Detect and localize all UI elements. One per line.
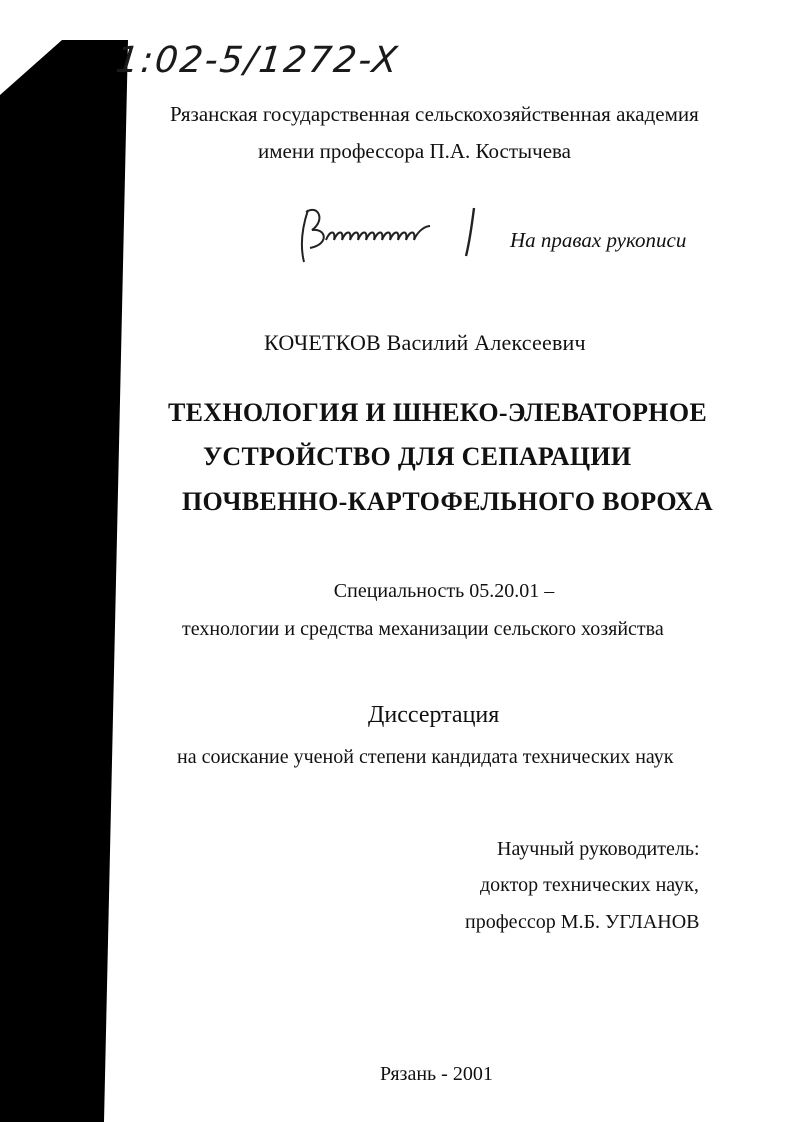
supervisor-name: профессор М.Б. УГЛАНОВ <box>465 911 700 933</box>
specialty-name: технологии и средства механизации сельского хозяйства <box>182 618 664 640</box>
handwritten-signature <box>296 200 496 266</box>
institution-name: Рязанская государственная сельскохозяйственная академия <box>170 102 699 126</box>
scan-edge-shadow <box>0 0 130 1122</box>
work-type: Диссертация <box>368 702 500 728</box>
supervisor-label: Научный руководитель: <box>497 838 700 860</box>
thesis-title-line: ПОЧВЕННО-КАРТОФЕЛЬНОГО ВОРОХА <box>182 487 713 516</box>
place-year: Рязань - 2001 <box>380 1063 493 1085</box>
author-name: КОЧЕТКОВ Василий Алексеевич <box>264 330 586 355</box>
archive-code: 1:02-5/1272-X <box>113 40 402 81</box>
institution-dedication: имени профессора П.А. Костычева <box>258 139 571 163</box>
manuscript-rights-note: На правах рукописи <box>510 228 687 252</box>
specialty-code: Специальность 05.20.01 – <box>333 580 555 602</box>
thesis-title-line: УСТРОЙСТВО ДЛЯ СЕПАРАЦИИ <box>203 442 632 471</box>
supervisor-degree: доктор технических наук, <box>480 874 699 896</box>
degree-line: на соискание ученой степени кандидата технических наук <box>177 746 674 768</box>
thesis-title-line: ТЕХНОЛОГИЯ И ШНЕКО-ЭЛЕВАТОРНОЕ <box>168 398 707 427</box>
